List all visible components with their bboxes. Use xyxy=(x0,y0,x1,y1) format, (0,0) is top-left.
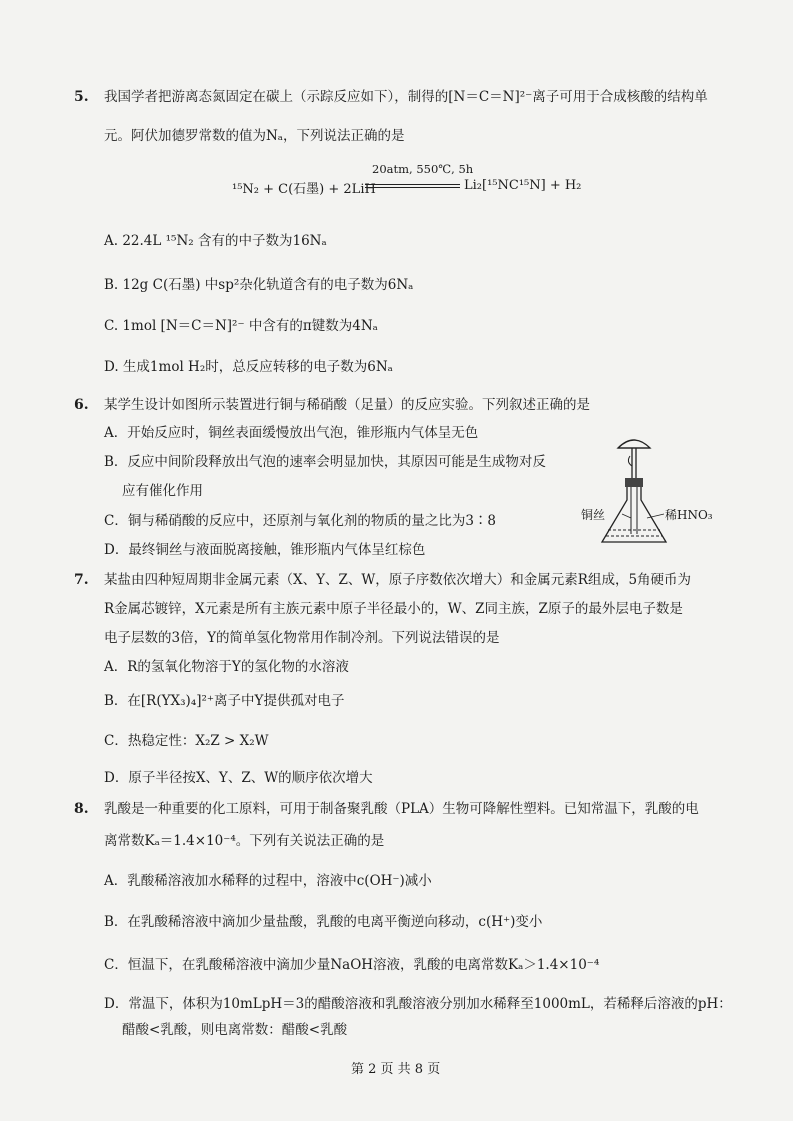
q8-option-d-line1: D．常温下，体积为10mLpH＝3的醋酸溶液和乳酸溶液分别加水稀释至1000mL，若稀释后溶液的pH： xyxy=(104,996,732,1012)
q6-option-d: D．最终铜丝与液面脱离接触，锥形瓶内气体呈红棕色 xyxy=(104,542,426,558)
q5-equation-bar xyxy=(365,184,460,188)
q6-option-c: C．铜与稀硝酸的反应中，还原剂与氧化剂的物质的量之比为3∶8 xyxy=(104,513,497,529)
q5-equation-right: Li₂[¹⁵NC¹⁵N] + H₂ xyxy=(464,178,582,193)
q6-number: 6. xyxy=(74,397,89,413)
q6-stem: 某学生设计如图所示装置进行铜与稀硝酸（足量）的反应实验。下列叙述正确的是 xyxy=(104,397,590,413)
q5-option-a: A. 22.4L ¹⁵N₂ 含有的中子数为16Nₐ xyxy=(104,233,327,249)
q7-number: 7. xyxy=(74,572,89,588)
q8-option-a: A．乳酸稀溶液加水稀释的过程中，溶液中c(OH⁻)减小 xyxy=(104,873,432,889)
flask-apparatus-diagram xyxy=(592,432,702,557)
q8-number: 8. xyxy=(74,801,89,817)
q8-option-c: C．恒温下，在乳酸稀溶液中滴加少量NaOH溶液，乳酸的电离常数Kₐ＞1.4×10⁻⁴ xyxy=(104,957,600,973)
page-footer: 第 2 页 共 8 页 xyxy=(351,1062,441,1077)
q6-option-a: A．开始反应时，铜丝表面缓慢放出气泡，锥形瓶内气体呈无色 xyxy=(104,425,479,441)
q7-option-c: C．热稳定性：X₂Z > X₂W xyxy=(104,733,269,749)
q6-option-b-line1: B．反应中间阶段释放出气泡的速率会明显加快，其原因可能是生成物对反 xyxy=(104,454,546,470)
q5-stem-line1: 我国学者把游离态氮固定在碳上（示踪反应如下），制得的[N＝C＝N]²⁻离子可用于合成核酸的结构单 xyxy=(104,89,708,105)
q5-number: 5. xyxy=(74,89,89,105)
q8-stem-line1: 乳酸是一种重要的化工原料，可用于制备聚乳酸（PLA）生物可降解性塑料。已知常温下，乳酸的电 xyxy=(104,801,699,817)
q8-option-b: B．在乳酸稀溶液中滴加少量盐酸，乳酸的电离平衡逆向移动，c(H⁺)变小 xyxy=(104,914,543,930)
q7-stem-line3: 电子层数的3倍，Y的简单氢化物常用作制冷剂。下列说法错误的是 xyxy=(104,630,500,646)
q7-stem-line1: 某盐由四种短周期非金属元素（X、Y、Z、W，原子序数依次增大）和金属元素R组成，5角硬币为 xyxy=(104,572,692,588)
q5-option-d: D. 生成1mol H₂时，总反应转移的电子数为6Nₐ xyxy=(104,359,393,375)
q7-option-d: D．原子半径按X、Y、Z、W的顺序依次增大 xyxy=(104,770,373,786)
q5-equation-left: ¹⁵N₂ + C(石墨) + 2LiH xyxy=(232,182,376,197)
q5-stem-line2: 元。阿伏加德罗常数的值为Nₐ，下列说法正确的是 xyxy=(104,128,405,144)
q5-equation-condition: 20atm, 550℃, 5h xyxy=(372,162,474,176)
q8-option-d-line2: 醋酸<乳酸，则电离常数：醋酸<乳酸 xyxy=(122,1022,348,1038)
q8-stem-line2: 离常数Kₐ＝1.4×10⁻⁴。下列有关说法正确的是 xyxy=(104,833,385,849)
q7-stem-line2: R金属芯镀锌，X元素是所有主族元素中原子半径最小的，W、Z同主族，Z原子的最外层电子数是 xyxy=(104,601,683,617)
label-copper-wire: 铜丝 xyxy=(581,508,606,522)
q5-option-c: C. 1mol [N＝C＝N]²⁻ 中含有的π键数为4Nₐ xyxy=(104,318,378,334)
q5-option-b: B. 12g C(石墨) 中sp²杂化轨道含有的电子数为6Nₐ xyxy=(104,277,414,293)
q7-option-a: A．R的氢氧化物溶于Y的氢化物的水溶液 xyxy=(104,659,349,675)
label-dilute-nitric-acid: 稀HNO₃ xyxy=(665,508,713,522)
q6-option-b-line2: 应有催化作用 xyxy=(122,483,203,499)
q7-option-b: B．在[R(YX₃)₄]²⁺离子中Y提供孤对电子 xyxy=(104,693,345,709)
